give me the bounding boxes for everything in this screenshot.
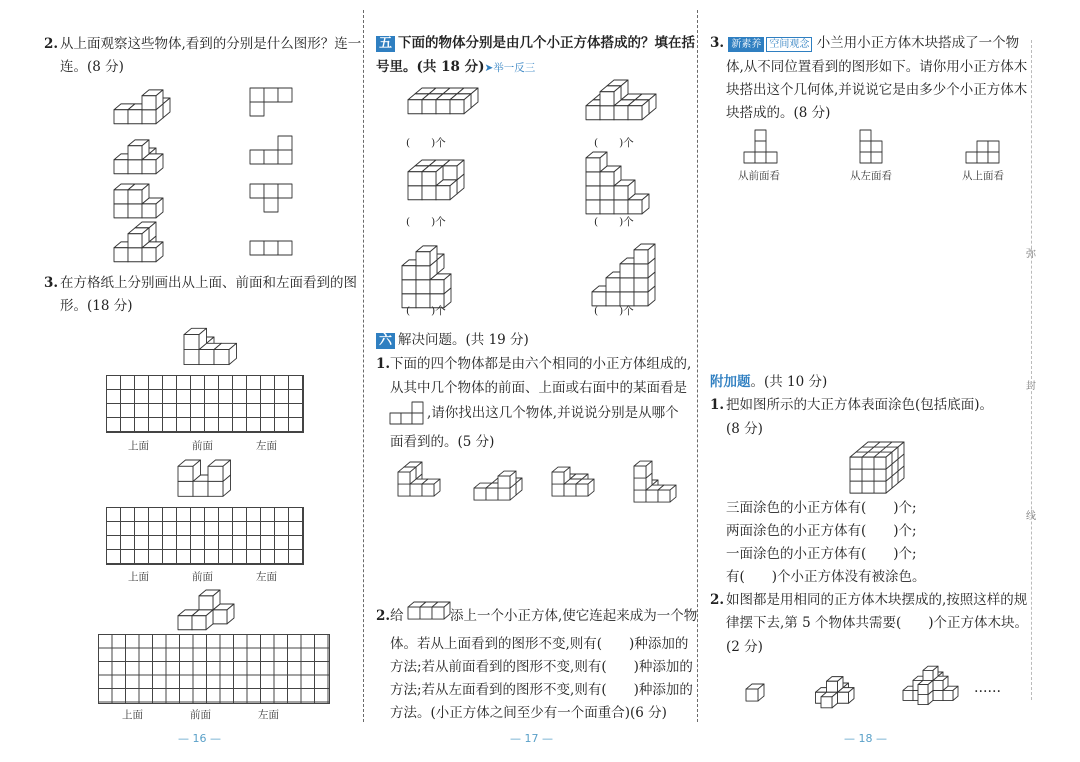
q1-line4: 面看到的。(5 分) <box>390 434 495 450</box>
label-top-view: 从上面看 <box>962 170 1004 182</box>
q1-object-4 <box>632 456 686 504</box>
grid2-label-front: 前面 <box>192 571 213 583</box>
q2-line5: 方法。(小正方体之间至少有一个面重合)(6 分) <box>390 705 667 721</box>
q1-inline-shape <box>390 402 425 426</box>
blank-count-4[interactable]: ( )个 <box>594 216 634 228</box>
seal-line-char-2: 封 <box>1026 381 1036 392</box>
middle-page <box>364 0 696 762</box>
label-front-view: 从前面看 <box>738 170 780 182</box>
extra-title: 附加题 <box>710 374 751 390</box>
blank-count-5[interactable]: ( )个 <box>406 305 446 317</box>
cube-figure-3 <box>112 184 167 220</box>
r-q3-line2: 体,从不同位置看到的图形如下。请你用小正方体木 <box>726 59 1028 75</box>
section6-title: 解决问题。(共 19 分) <box>398 332 529 348</box>
count-figure-6 <box>590 244 659 308</box>
q3-text-line1: 在方格纸上分别画出从上面、前面和左面看到的图 <box>60 275 357 291</box>
page-number-17: — 17 — <box>510 732 553 745</box>
view-shape-c <box>250 184 294 214</box>
q3-figure-1 <box>182 322 248 367</box>
q3-figure-2 <box>176 460 235 498</box>
r-q3-line4: 块搭成的。(8 分) <box>726 105 831 121</box>
count-figure-5 <box>400 240 462 310</box>
q2-number: 2. <box>376 608 391 624</box>
tag-new-literacy: 新素养 <box>728 37 764 52</box>
e2-number: 2. <box>710 592 725 608</box>
grid-paper-2[interactable] <box>106 507 304 565</box>
q3-figure-3 <box>176 590 238 632</box>
q2-text-line1: 从上面观察这些物体,看到的分别是什么图形？连一 <box>60 36 362 52</box>
q2-number: 2. <box>44 36 59 52</box>
q2-line1b: 添上一个小正方体,使它连起来成为一个物 <box>450 608 698 624</box>
q3-number: 3. <box>44 275 59 291</box>
section5-heading <box>376 36 695 52</box>
e2-line2: 律摆下去,第 5 个物体共需要( )个正方体木块。 <box>726 615 1028 631</box>
view-shape-d <box>250 241 294 257</box>
pattern-object-2 <box>808 672 864 710</box>
view-front <box>744 130 779 165</box>
seal-line-char-1: 弥 <box>1026 249 1036 260</box>
q1-line2: 从其中几个物体的前面、上面或右面中的某面看是 <box>390 380 687 396</box>
pattern-object-1 <box>744 684 768 703</box>
q1-object-2 <box>472 466 526 502</box>
section5-tag: 五 <box>376 36 395 52</box>
section5-line2-wrap <box>376 61 535 75</box>
q2-inline-cubes <box>406 602 454 621</box>
blank-count-1[interactable]: ( )个 <box>406 137 446 149</box>
blank-count-3[interactable]: ( )个 <box>406 216 446 228</box>
count-figure-2 <box>584 80 660 122</box>
view-left <box>860 130 884 165</box>
r-q3-line1: 小兰用小正方体木块搭成了一个物 <box>816 35 1020 51</box>
section6-heading <box>376 333 529 349</box>
grid-paper-3[interactable] <box>98 634 330 704</box>
section5-link[interactable]: ➤举一反三 <box>484 62 536 74</box>
grid1-label-front: 前面 <box>192 440 213 452</box>
view-shape-b <box>250 136 294 166</box>
e1-line1: 把如图所示的大正方体表面涂色(包括底面)。 <box>726 397 994 413</box>
seal-line-char-3: 线 <box>1026 511 1036 522</box>
grid1-label-left: 左面 <box>256 440 277 452</box>
e1-answer-4[interactable]: 有( )个小正方体没有被涂色。 <box>726 569 926 585</box>
q3-text-line2: 形。(18 分) <box>60 298 133 314</box>
right-page <box>698 0 1080 762</box>
pattern-ellipsis: …… <box>974 680 1001 696</box>
tag-spatial-concept: 空间观念 <box>766 37 812 52</box>
extra-score: 。(共 10 分) <box>750 374 828 390</box>
grid3-label-top: 上面 <box>122 709 143 721</box>
count-figure-1 <box>406 88 482 116</box>
page-number-18: — 18 — <box>844 732 887 745</box>
left-page <box>0 0 362 762</box>
count-figure-3 <box>406 160 468 202</box>
q1-line3: ,请你找出这几个物体,并说说分别是从哪个 <box>427 405 679 421</box>
grid-paper-1[interactable] <box>106 375 304 433</box>
label-left-view: 从左面看 <box>850 170 892 182</box>
view-top <box>966 141 1001 165</box>
blank-count-6[interactable]: ( )个 <box>594 305 634 317</box>
grid2-label-top: 上面 <box>128 571 149 583</box>
grid3-label-front: 前面 <box>190 709 211 721</box>
cube-figure-2 <box>112 134 174 176</box>
cube-figure-1 <box>112 84 174 126</box>
grid1-label-top: 上面 <box>128 440 149 452</box>
big-cube-figure <box>848 442 907 495</box>
cube-figure-4 <box>112 222 174 264</box>
q2-line3: 方法;若从前面看到的图形不变,则有( )种添加的 <box>390 659 693 675</box>
e1-number: 1. <box>710 397 725 413</box>
r-q3-number: 3. <box>710 35 725 51</box>
q2-text-line2: 连。(8 分) <box>60 59 124 75</box>
e1-answer-3[interactable]: 一面涂色的小正方体有( )个; <box>726 546 917 562</box>
pattern-object-3 <box>896 662 967 707</box>
r-q3-line1-wrap <box>710 37 1019 52</box>
grid3-label-left: 左面 <box>258 709 279 721</box>
e1-answer-2[interactable]: 两面涂色的小正方体有( )个; <box>726 523 917 539</box>
count-figure-4 <box>584 152 653 216</box>
section5-line1: 下面的物体分别是由几个小正方体搭成的？填在括 <box>398 35 696 51</box>
r-q3-line3: 块搭出这个几何体,并说说它是由多少个小正方体木 <box>726 82 1028 98</box>
page-number-16: — 16 — <box>178 732 221 745</box>
q2-line2: 体。若从上面看到的图形不变,则有( )种添加的 <box>390 636 689 652</box>
blank-count-2[interactable]: ( )个 <box>594 137 634 149</box>
e2-line1: 如图都是用相同的正方体木块摆成的,按照这样的规 <box>726 592 1028 608</box>
e1-line2: (8 分) <box>726 421 763 437</box>
q1-object-1 <box>396 462 450 498</box>
q1-number: 1. <box>376 356 391 372</box>
grid2-label-left: 左面 <box>256 571 277 583</box>
section6-tag: 六 <box>376 333 395 349</box>
q2-line4: 方法;若从左面看到的图形不变,则有( )种添加的 <box>390 682 693 698</box>
seal-dashed-line <box>1031 40 1032 700</box>
section5-line2: 号里。(共 18 分) <box>376 59 485 75</box>
view-shape-a <box>250 88 294 118</box>
extra-heading <box>710 376 827 390</box>
q1-line1: 下面的四个物体都是由六个相同的小正方体组成的, <box>390 356 692 372</box>
e2-line3: (2 分) <box>726 639 763 655</box>
q2-line1a: 给 <box>390 608 404 624</box>
e1-answer-1[interactable]: 三面涂色的小正方体有( )个; <box>726 500 917 516</box>
q1-object-3 <box>550 462 604 498</box>
